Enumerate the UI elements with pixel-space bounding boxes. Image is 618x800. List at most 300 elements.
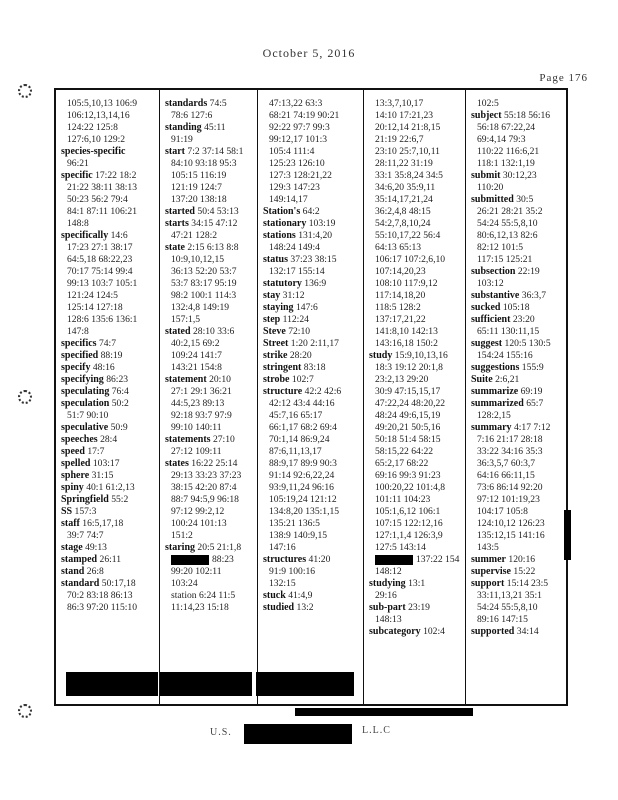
index-references: 29:13 33:23 37:23 [171, 470, 242, 481]
index-references: 50:9 [110, 422, 128, 433]
index-references: 88:23 [212, 554, 234, 565]
index-references: 124:22 125:8 [67, 122, 118, 133]
index-term: structures [263, 554, 307, 565]
index-entry [165, 278, 255, 290]
index-term: states [165, 458, 189, 469]
index-references: 26:11 [99, 554, 122, 565]
index-references: 101:11 104:23 [375, 494, 431, 505]
index-references: station 6:24 11:5 [171, 590, 236, 601]
index-references: 33:1 35:8,24 34:5 [375, 170, 443, 181]
index-references: 134:8,20 135:1,15 [269, 506, 340, 517]
index-references: 49:13 [85, 542, 107, 553]
index-references: 87:6,11,13,17 [269, 446, 322, 457]
index-entry [263, 434, 361, 446]
index-term: specific [61, 170, 93, 181]
index-entry [471, 158, 564, 170]
index-references: 73:6 86:14 92:20 [477, 482, 543, 493]
index-references: 23:20 [512, 314, 535, 325]
redaction-bar [564, 510, 571, 560]
index-entry [369, 374, 463, 386]
index-references: 56:18 67:22,24 [477, 122, 536, 133]
index-entry [471, 530, 564, 542]
index-references: 125:23 126:10 [269, 158, 325, 169]
index-term: statements [165, 434, 211, 445]
index-entry [369, 290, 463, 302]
index-entry [263, 566, 361, 578]
index-entry [165, 182, 255, 194]
index-term: statutory [263, 278, 302, 289]
index-references: 38:15 42:20 87:4 [171, 482, 237, 493]
index-references: 28:10 33:6 [192, 326, 235, 337]
index-entry [263, 146, 361, 158]
index-references: 34:15 47:12 [191, 218, 238, 229]
index-references: 66:1,17 68:2 69:4 [269, 422, 337, 433]
index-term: substantive [471, 290, 520, 301]
index-entry [61, 134, 157, 146]
index-references: 102:5 [477, 98, 499, 109]
index-entry [369, 122, 463, 134]
index-entry [471, 302, 564, 314]
index-entry [165, 530, 255, 542]
index-references: 39:7 74:7 [67, 530, 104, 541]
index-references: 103:19 [308, 218, 336, 229]
index-term: speculative [61, 422, 109, 433]
index-references: 34:14 [516, 626, 539, 637]
index-term: structure [263, 386, 303, 397]
index-entry [165, 302, 255, 314]
index-references: 148:12 [375, 566, 402, 577]
index-entry [61, 206, 157, 218]
index-entry [61, 530, 157, 542]
index-entry [263, 578, 361, 590]
index-term: subsection [471, 266, 516, 277]
index-references: 36:13 52:20 53:7 [171, 266, 237, 277]
index-references: 13:1 [408, 578, 426, 589]
index-references: 23:10 25:7,10,11 [375, 146, 440, 157]
index-term: suggestions [471, 362, 520, 373]
index-entry [471, 266, 564, 278]
index-entry [165, 134, 255, 146]
index-term: submit [471, 170, 501, 181]
index-references: 50:17,18 [101, 578, 136, 589]
index-references: 17:7 [87, 446, 105, 457]
index-entry [369, 266, 463, 278]
index-entry [263, 110, 361, 122]
index-references: 107:15 122:12,16 [375, 518, 443, 529]
index-references: 23:2,13 29:20 [375, 374, 429, 385]
index-column-4 [364, 90, 466, 704]
index-references: 108:10 117:9,12 [375, 278, 438, 289]
index-entry [263, 242, 361, 254]
index-term: staying [263, 302, 294, 313]
index-entry [165, 338, 255, 350]
index-references: 50:23 56:2 79:4 [67, 194, 128, 205]
index-entry [165, 314, 255, 326]
index-term: species-specific [61, 146, 126, 157]
index-references: 18:3 19:12 20:1,8 [375, 362, 443, 373]
index-entry [61, 242, 157, 254]
index-column-5 [466, 90, 566, 704]
index-term: stringent [263, 362, 302, 373]
index-references: 55:10,17,22 56:4 [375, 230, 441, 241]
index-entry [471, 386, 564, 398]
index-entry [61, 470, 157, 482]
index-references: 55:2 [111, 494, 129, 505]
index-references: 15:22 [513, 566, 536, 577]
redaction-bar [295, 708, 473, 716]
index-entry [471, 446, 564, 458]
index-entry [61, 482, 157, 494]
index-references: 15:14 23:5 [506, 578, 549, 589]
index-entry [263, 182, 361, 194]
index-references: 88:7 94:5,9 96:18 [171, 494, 239, 505]
index-entry [369, 398, 463, 410]
index-references: 54:24 55:5,8,10 [477, 602, 538, 613]
index-term: stay [263, 290, 281, 301]
index-references: 124:10,12 126:23 [477, 518, 545, 529]
index-references: 51:7 90:10 [67, 410, 109, 421]
index-references: 16:22 25:14 [191, 458, 238, 469]
index-entry [369, 182, 463, 194]
index-references: 135:12,15 141:16 [477, 530, 545, 541]
index-references: 15:9,10,13,16 [394, 350, 448, 361]
index-entry [471, 602, 564, 614]
index-entry [263, 374, 361, 386]
index-references: 64:2 [302, 206, 320, 217]
index-entry [61, 98, 157, 110]
index-entry [61, 362, 157, 374]
index-references: 143:5 [477, 542, 499, 553]
index-entry [369, 338, 463, 350]
index-entry [165, 410, 255, 422]
index-term: specifying [61, 374, 104, 385]
index-entry [263, 518, 361, 530]
index-entry [369, 470, 463, 482]
index-term: statement [165, 374, 207, 385]
index-entry [263, 446, 361, 458]
index-entry [369, 542, 463, 554]
index-references: 80:6,12,13 82:6 [477, 230, 538, 241]
index-references: 106:17 107:2,6,10 [375, 254, 446, 265]
index-references: 99:20 102:11 [171, 566, 222, 577]
index-references: 69:16 99:3 91:23 [375, 470, 441, 481]
index-references: 127:1,1,4 126:3,9 [375, 530, 443, 541]
index-references: 91:19 [171, 134, 193, 145]
index-term: state [165, 242, 185, 253]
index-entry [61, 602, 157, 614]
index-entry [165, 482, 255, 494]
index-references: 4:17 7:12 [513, 422, 551, 433]
index-entry [263, 326, 361, 338]
index-references: 93:9,11,24 96:16 [269, 482, 334, 493]
index-term: Suite [471, 374, 493, 385]
index-references: 55:18 56:16 [503, 110, 551, 121]
index-entry [369, 326, 463, 338]
index-entry [369, 494, 463, 506]
index-entry [61, 146, 157, 158]
index-references: 7:16 21:17 28:18 [477, 434, 543, 445]
index-references: 44:5,23 89:13 [171, 398, 225, 409]
index-entry [61, 110, 157, 122]
index-entry [165, 98, 255, 110]
index-references: 17:23 27:1 38:17 [67, 242, 133, 253]
index-entry [471, 350, 564, 362]
index-references: 105:19,24 121:12 [269, 494, 337, 505]
index-term: summarized [471, 398, 524, 409]
index-entry [61, 374, 157, 386]
index-entry [471, 134, 564, 146]
index-entry [61, 254, 157, 266]
index-term: staff [61, 518, 80, 529]
index-term: stamped [61, 554, 98, 565]
index-references: 26:8 [86, 566, 104, 577]
index-references: 92:18 93:7 97:9 [171, 410, 232, 421]
index-term: strike [263, 350, 288, 361]
index-entry [165, 578, 255, 590]
index-entry [471, 218, 564, 230]
index-term: summary [471, 422, 512, 433]
index-entry [263, 362, 361, 374]
index-column-1 [56, 90, 160, 704]
index-references: 64:16 66:11,15 [477, 470, 535, 481]
index-entry [263, 494, 361, 506]
index-references: 127:3 128:21,22 [269, 170, 332, 181]
index-references: 99:12,17 101:3 [269, 134, 328, 145]
index-references: 22:19 [517, 266, 540, 277]
index-entry [263, 542, 361, 554]
index-entry [61, 266, 157, 278]
index-entry [165, 254, 255, 266]
index-entry [369, 518, 463, 530]
index-references: 70:2 83:18 86:13 [67, 590, 133, 601]
index-references: 117:14,18,20 [375, 290, 426, 301]
index-references: 88:9,17 89:9 90:3 [269, 458, 337, 469]
index-references: 49:20,21 50:5,16 [375, 422, 441, 433]
index-term: stations [263, 230, 296, 241]
index-entry [369, 206, 463, 218]
index-references: 118:1 132:1,19 [477, 158, 535, 169]
index-entry [165, 458, 255, 470]
index-entry [471, 494, 564, 506]
index-entry [165, 506, 255, 518]
index-references: 65:7 [526, 398, 544, 409]
index-references: 31:12 [282, 290, 305, 301]
index-entry [369, 614, 463, 626]
index-entry [165, 398, 255, 410]
index-entry [471, 122, 564, 134]
redaction-block [171, 555, 209, 565]
index-references: 127:5 143:14 [375, 542, 426, 553]
index-references: 154:24 155:16 [477, 350, 533, 361]
index-term: subcategory [369, 626, 421, 637]
index-term: step [263, 314, 281, 325]
index-entry [263, 398, 361, 410]
page-number: Page 176 [539, 72, 588, 84]
index-term: stand [61, 566, 85, 577]
index-term: specify [61, 362, 91, 373]
index-entry [471, 242, 564, 254]
index-entry [61, 182, 157, 194]
index-term: spelled [61, 458, 91, 469]
index-entry [165, 590, 255, 602]
index-entry [471, 470, 564, 482]
index-entry [369, 218, 463, 230]
index-entry [263, 590, 361, 602]
index-term: Street [263, 338, 289, 349]
index-entry [369, 566, 463, 578]
index-term: staring [165, 542, 195, 553]
index-term: suggest [471, 338, 503, 349]
index-entry [61, 122, 157, 134]
index-entry [263, 194, 361, 206]
punch-hole-icon [18, 390, 32, 404]
index-term: studied [263, 602, 295, 613]
index-entry [471, 482, 564, 494]
index-entry [165, 110, 255, 122]
footer-left-text: U.S. [210, 727, 232, 738]
index-term: spiny [61, 482, 84, 493]
index-entry [263, 206, 361, 218]
index-references: 107:14,20,23 [375, 266, 426, 277]
index-references: 112:24 [282, 314, 309, 325]
index-term: specified [61, 350, 99, 361]
index-entry [369, 170, 463, 182]
index-entry [61, 542, 157, 554]
index-entry [165, 146, 255, 158]
index-entry [263, 530, 361, 542]
index-entry [165, 386, 255, 398]
index-entry [471, 230, 564, 242]
index-references: 47:22,24 48:20,22 [375, 398, 446, 409]
index-entry [263, 254, 361, 266]
index-references: 20:10 [209, 374, 231, 385]
index-entry [61, 278, 157, 290]
index-references: 28:20 [289, 350, 312, 361]
index-references: 16:5,17,18 [82, 518, 124, 529]
index-references: 34:6,20 35:9,11 [375, 182, 436, 193]
index-entry [263, 302, 361, 314]
index-entry [61, 578, 157, 590]
index-entry [61, 194, 157, 206]
index-entry [165, 422, 255, 434]
index-references: 151:2 [171, 530, 193, 541]
index-entry [369, 194, 463, 206]
index-references: 50:18 51:4 58:15 [375, 434, 441, 445]
index-term: specifics [61, 338, 97, 349]
index-references: 104:17 105:8 [477, 506, 528, 517]
index-references: 100:24 101:13 [171, 518, 227, 529]
index-references: 132:17 155:14 [269, 266, 325, 277]
index-entry [263, 158, 361, 170]
index-entry [61, 410, 157, 422]
index-references: 1:20 2:11,17 [290, 338, 339, 349]
index-references: 70:17 75:14 99:4 [67, 266, 133, 277]
index-entry [263, 278, 361, 290]
index-references: 30:9 47:15,15,17 [375, 386, 441, 397]
index-entry [471, 542, 564, 554]
index-entry [369, 590, 463, 602]
index-references: 7:2 37:14 58:1 [187, 146, 244, 157]
index-references: 36:3,5,7 60:3,7 [477, 458, 536, 469]
index-references: 28:4 [100, 434, 118, 445]
redaction-block [244, 724, 352, 744]
index-entry [471, 590, 564, 602]
index-references: 47:21 128:2 [171, 230, 218, 241]
index-entry [471, 374, 564, 386]
index-entry [61, 290, 157, 302]
index-references: 105:5,10,13 106:9 [67, 98, 138, 109]
index-references: 103:12 [477, 278, 504, 289]
index-entry [61, 554, 157, 566]
index-entry [369, 506, 463, 518]
index-entry [61, 590, 157, 602]
index-references: 36:2,4,8 48:15 [375, 206, 431, 217]
index-references: 27:1 29:1 36:21 [171, 386, 232, 397]
index-references: 58:15,22 64:22 [375, 446, 434, 457]
index-references: 84:10 93:18 95:3 [171, 158, 237, 169]
index-references: 129:3 147:23 [269, 182, 320, 193]
index-references: 141:8,10 142:13 [375, 326, 438, 337]
index-references: 40:1 61:2,13 [86, 482, 135, 493]
index-entry [369, 302, 463, 314]
index-entry [471, 254, 564, 266]
index-references: 103:17 [92, 458, 120, 469]
index-references: 13:3,7,10,17 [375, 98, 424, 109]
index-entry [165, 602, 255, 614]
redaction-block [160, 672, 252, 696]
index-entry [263, 122, 361, 134]
index-entry [369, 410, 463, 422]
index-entry [471, 566, 564, 578]
index-entry [263, 386, 361, 398]
index-references: 84:1 87:11 106:21 [67, 206, 137, 217]
index-entry [165, 362, 255, 374]
index-references: 28:11,22 31:19 [375, 158, 433, 169]
index-references: 26:21 28:21 35:2 [477, 206, 543, 217]
index-entry [61, 446, 157, 458]
index-references: 69:4,14 79:3 [477, 134, 526, 145]
index-references: 72:10 [288, 326, 311, 337]
index-references: 128:6 135:6 136:1 [67, 314, 138, 325]
index-entry [165, 554, 255, 566]
index-entry [263, 410, 361, 422]
index-entry [369, 146, 463, 158]
index-entry [369, 554, 463, 566]
index-references: 82:12 101:5 [477, 242, 524, 253]
index-references: 35:14,17,21,24 [375, 194, 433, 205]
index-entry [471, 398, 564, 410]
index-entry [61, 302, 157, 314]
index-entry [263, 314, 361, 326]
index-term: status [263, 254, 289, 265]
index-references: 149:14,17 [269, 194, 308, 205]
index-entry [61, 494, 157, 506]
index-entry [165, 206, 255, 218]
index-references: 137:22 154 [416, 554, 460, 565]
index-references: 102:4 [423, 626, 445, 637]
index-entry [61, 422, 157, 434]
index-entry [369, 254, 463, 266]
index-entry [165, 494, 255, 506]
punch-hole-icon [18, 704, 32, 718]
index-entry [263, 134, 361, 146]
index-entry [165, 266, 255, 278]
index-references: 109:24 141:7 [171, 350, 222, 361]
index-entry [263, 470, 361, 482]
index-term: stated [165, 326, 191, 337]
index-references: 147:8 [67, 326, 89, 337]
index-entry [369, 578, 463, 590]
